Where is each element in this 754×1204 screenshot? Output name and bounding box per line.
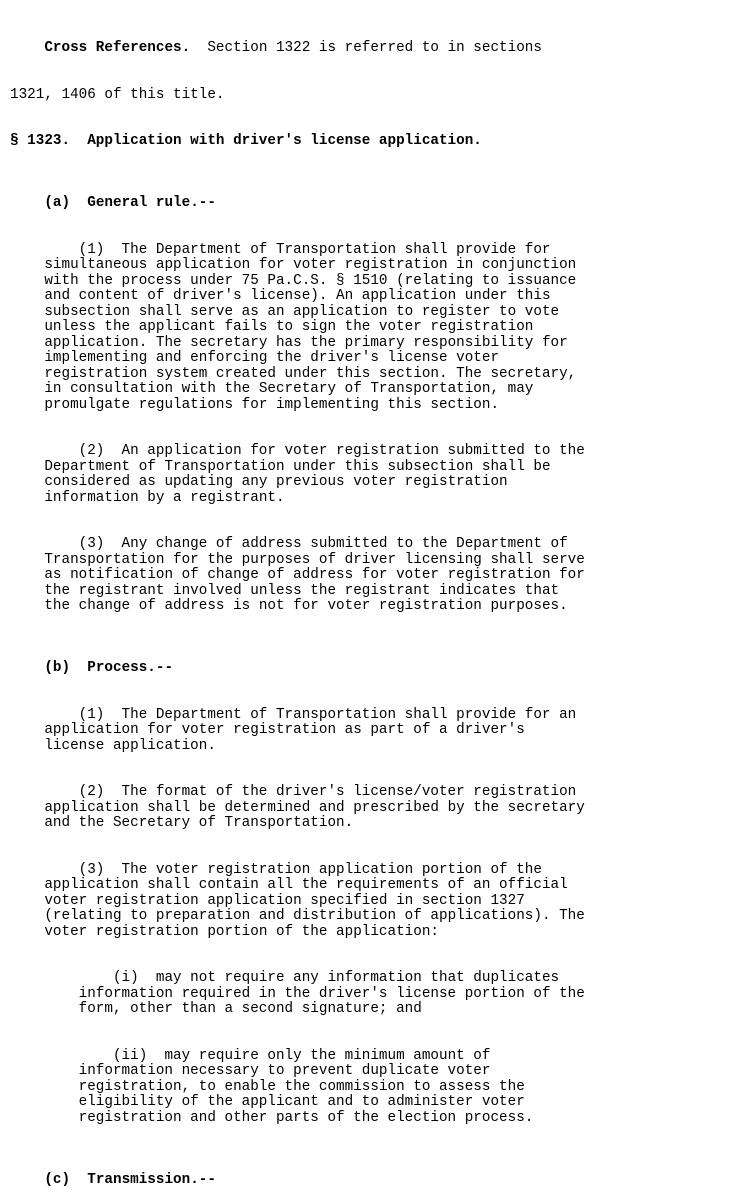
statute-document — [10, 10, 585, 1204]
text-line: subsection shall serve as an application to register to vote — [44, 303, 560, 320]
text-line: license application. — [44, 737, 216, 754]
paragraph-a-2 — [10, 444, 585, 506]
text-line: promulgate regulations for implementing this section. — [44, 396, 500, 413]
text-line: registration, to enable the commission to assess the — [78, 1078, 525, 1095]
subsection-b-title: Process.-- — [87, 660, 174, 676]
cross-references-line-1 — [10, 41, 585, 57]
text-line: (ii) may require only the minimum amount of — [112, 1047, 491, 1064]
text-line: information necessary to prevent duplicate voter — [78, 1063, 491, 1079]
text-line: and content of driver's license). An application under this — [44, 288, 551, 304]
subsection-a-title: General rule.-- — [87, 195, 216, 211]
subsection-a-marker: (a) — [44, 195, 71, 211]
text-line: and the Secretary of Transportation. — [44, 815, 354, 831]
text-line: implementing and enforcing the driver's license voter — [44, 350, 500, 366]
text-line: (2) The format of the driver's license/voter registration — [78, 784, 577, 800]
subsection-b-heading — [10, 661, 585, 677]
text-line: (3) Any change of address submitted to the Department of — [78, 536, 568, 552]
text-line: application. The secretary has the primary responsibility for — [44, 334, 568, 351]
subsection-b-marker: (b) — [44, 660, 71, 676]
text-line: simultaneous application for voter registration in conjunction — [44, 257, 577, 273]
cross-references-label: Cross References. — [44, 40, 191, 56]
paragraph-a-3 — [10, 537, 585, 615]
text-line: information by a registrant. — [44, 489, 285, 506]
text-line: registration system created under this section. The secretary, — [44, 365, 577, 382]
text-line: (2) An application for voter registration submitted to the — [78, 443, 585, 459]
clause-b-3-ii — [10, 1049, 585, 1127]
text-line: information required in the driver's license portion of the — [78, 985, 585, 1002]
text-line: application for voter registration as part of a driver's — [44, 722, 525, 738]
text-line: the change of address is not for voter registration purposes. — [44, 598, 568, 614]
text-line: (relating to preparation and distribution of applications). The — [44, 908, 585, 924]
text-line: (3) The voter registration application portion of the — [78, 861, 542, 878]
paragraph-a-1 — [10, 243, 585, 414]
text-line: in consultation with the Secretary of Transportation, may — [44, 381, 534, 397]
text-line: eligibility of the applicant and to administer voter — [78, 1094, 525, 1110]
text-line: Department of Transportation under this subsection shall be — [44, 458, 551, 475]
text-line: registration and other parts of the election process. — [78, 1109, 534, 1126]
subsection-c-heading — [10, 1173, 585, 1189]
subsection-c-marker: (c) — [44, 1171, 71, 1188]
paragraph-b-2 — [10, 785, 585, 832]
section-heading: § 1323. Application with driver's license application. — [10, 133, 482, 149]
text-line: the registrant involved unless the registrant indicates that — [44, 582, 560, 599]
text-line: (1) The Department of Transportation shall provide for an — [78, 706, 577, 723]
text-line: application shall be determined and prescribed by the secretary — [44, 799, 585, 816]
cross-references-text: Section 1322 is referred to in sections — [190, 40, 542, 56]
clause-b-3-i — [10, 971, 585, 1018]
subsection-c-title: Transmission.-- — [87, 1171, 216, 1188]
text-line: voter registration application specified in section 1327 — [44, 892, 525, 909]
text-line: as notification of change of address for voter registration for — [44, 567, 585, 583]
text-line: form, other than a second signature; and — [78, 1001, 422, 1017]
text-line: Transportation for the purposes of driver licensing shall serve — [44, 551, 585, 568]
paragraph-b-1 — [10, 708, 585, 755]
text-line: (i) may not require any information that duplicates — [112, 970, 560, 986]
text-line: with the process under 75 Pa.C.S. § 1510 (relating to issuance — [44, 272, 577, 289]
text-line: voter registration portion of the application: — [44, 923, 439, 940]
subsection-a-heading — [10, 196, 585, 212]
text-line: unless the applicant fails to sign the voter registration — [44, 319, 534, 335]
cross-references-line-2: 1321, 1406 of this title. — [10, 86, 225, 103]
text-line: (1) The Department of Transportation shall provide for — [78, 241, 551, 258]
text-line: considered as updating any previous voter registration — [44, 474, 508, 490]
text-line: application shall contain all the requirements of an official — [44, 877, 568, 893]
paragraph-b-3 — [10, 863, 585, 941]
